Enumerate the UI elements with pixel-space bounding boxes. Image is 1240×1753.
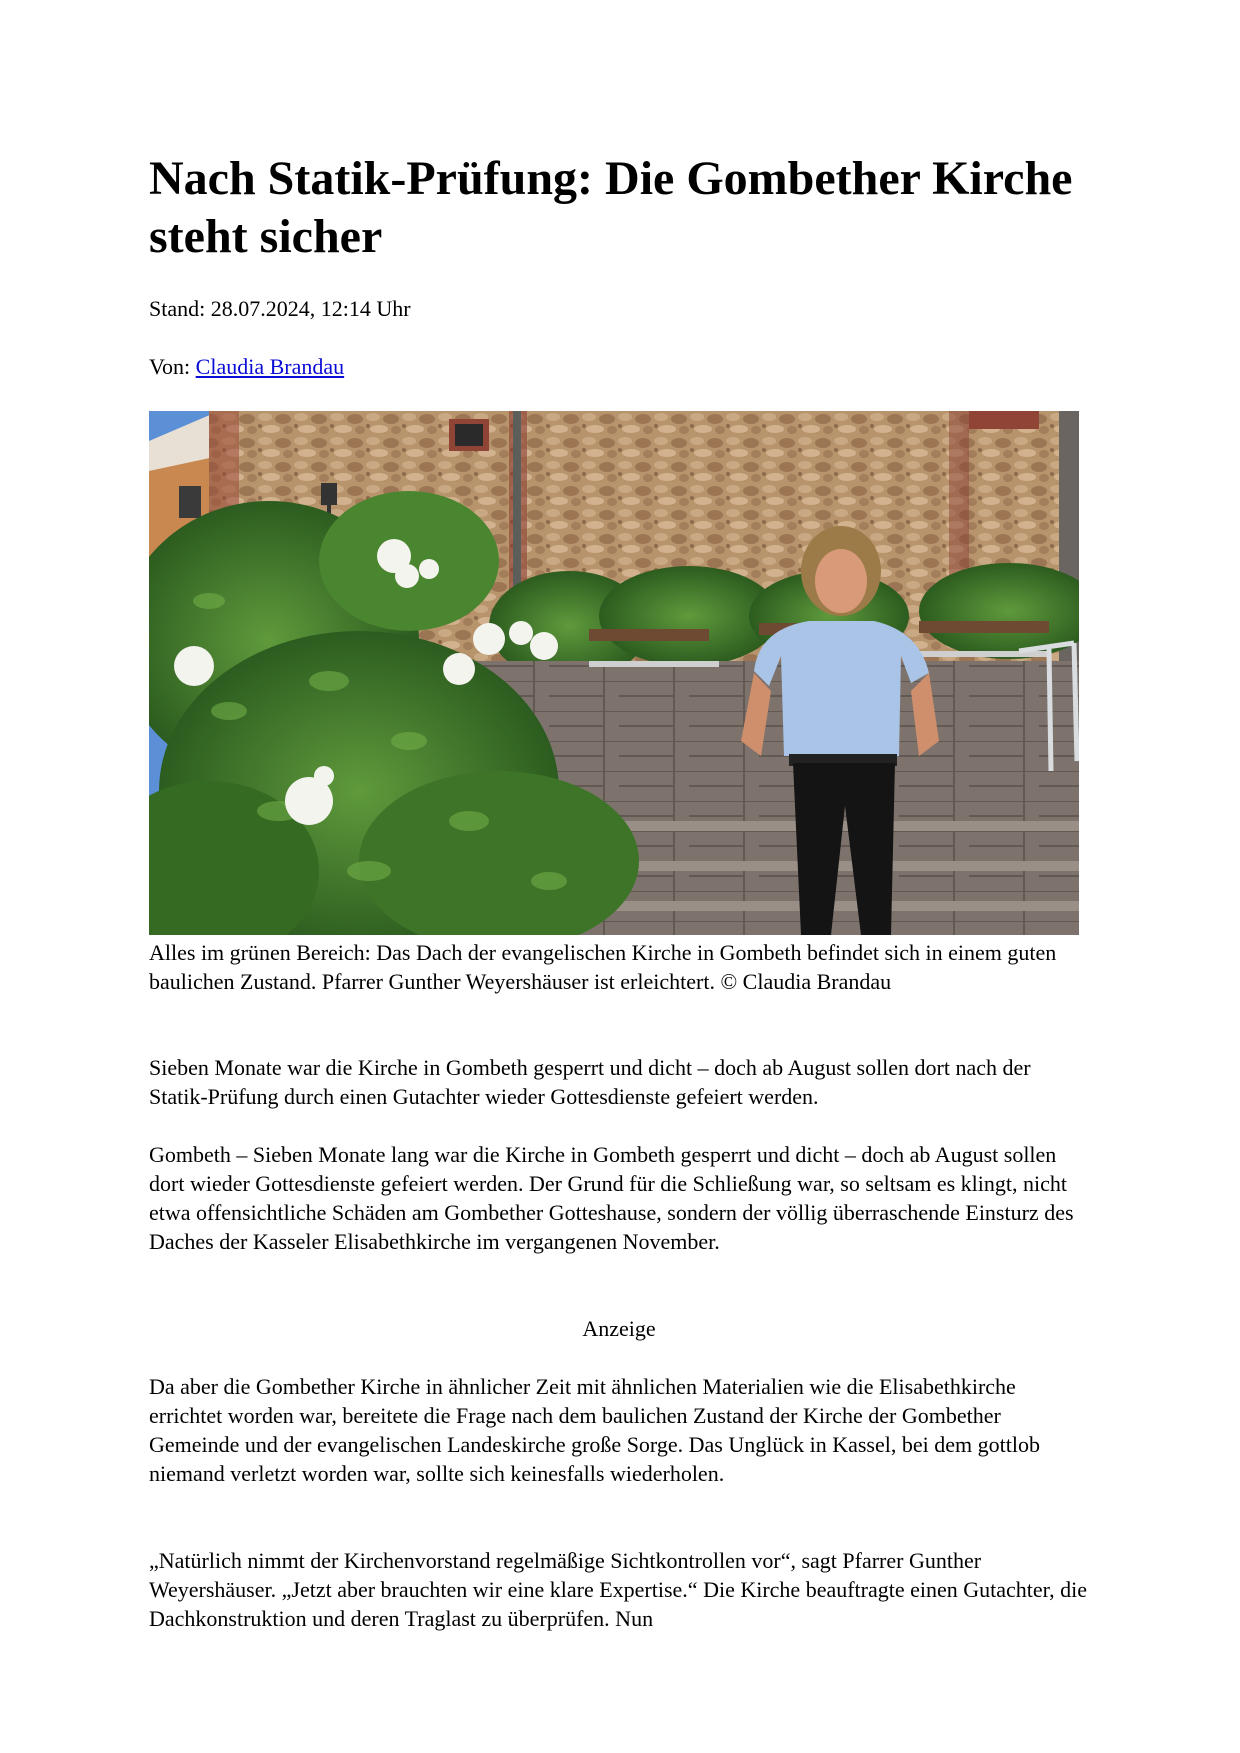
author-prefix: Von: bbox=[149, 354, 196, 379]
publish-timestamp: Stand: 28.07.2024, 12:14 Uhr bbox=[149, 296, 411, 321]
article-teaser: Sieben Monate war die Kirche in Gombeth gesperrt und dicht – doch ab August sollen dort nach der Statik-Prüfung durch einen Gutachter wieder Gottesdienste gefeiert werden. bbox=[149, 1055, 1031, 1109]
author-link[interactable]: Claudia Brandau bbox=[195, 354, 345, 379]
article-paragraph: „Natürlich nimmt der Kirchenvorstand regelmäßige Sichtkontrollen vor“, sagt Pfarrer Gunther Weyershäuser. „Jetzt aber brauchten wir eine klare Expertise.“ Die Kirche beauftragte einen Gutachter, die Dachkonstruktion und deren Traglast zu überprüfen. Nun bbox=[149, 1548, 1087, 1631]
article-paragraph: Da aber die Gombether Kirche in ähnlicher Zeit mit ähnlichen Materialien wie die Elisabethkirche errichtet worden war, bereitete die Frage nach dem baulichen Zustand der Kirche der Gombether Gemeinde und der evangelischen Landeskirche große Sorge. Das Unglück in Kassel, bei dem gottlob niemand verletzt worden war, sollte sich keinesfalls wiederholen. bbox=[149, 1374, 1040, 1486]
image-caption: Alles im grünen Bereich: Das Dach der evangelischen Kirche in Gombeth befindet sich in einem guten baulichen Zustand. Pfarrer Gunther Weyershäuser ist erleichtert. © Claudia Brandau bbox=[149, 940, 1057, 994]
ad-label: Anzeige bbox=[582, 1316, 656, 1341]
article-paragraph: Gombeth – Sieben Monate lang war die Kirche in Gombeth gesperrt und dicht – doch ab August sollen dort wieder Gottesdienste gefeiert werden. Der Grund für die Schließung war, so seltsam es klingt, nicht etwa offensichtliche Schäden am Gombether Gotteshause, sondern der völlig überraschende Einsturz des Daches der Kasseler Elisabethkirche im vergangenen November. bbox=[149, 1142, 1074, 1254]
article-photo bbox=[149, 411, 1079, 935]
author-line bbox=[149, 354, 344, 380]
article-headline: Nach Statik-Prüfung: Die Gombether Kirche steht sicher bbox=[149, 152, 1073, 263]
